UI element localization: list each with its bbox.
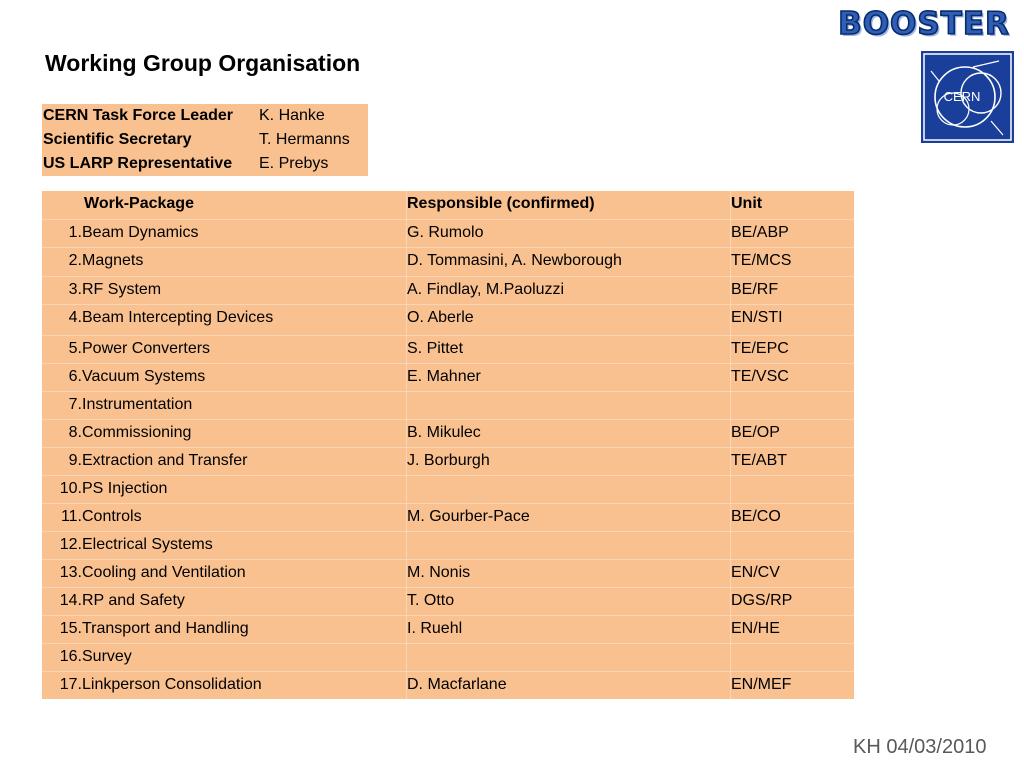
work-package-name: Beam Dynamics (82, 224, 199, 241)
responsible-cell: B. Mikulec (407, 424, 481, 441)
unit-cell: TE/MCS (731, 252, 792, 269)
work-package-name: Magnets (82, 252, 144, 269)
unit-cell: BE/RF (731, 281, 779, 298)
role-name: E. Prebys (259, 155, 329, 172)
work-package-name: Linkperson Consolidation (82, 676, 262, 693)
work-package-cell (42, 476, 406, 502)
work-package-number: 16. (59, 648, 82, 665)
responsible-cell: I. Ruehl (407, 620, 463, 637)
work-package-cell (42, 532, 406, 558)
work-package-name: Electrical Systems (82, 536, 213, 553)
unit-cell: BE/ABP (731, 224, 789, 241)
table-header-row (42, 191, 854, 218)
table-row (42, 615, 854, 642)
work-package-name: Controls (82, 508, 142, 525)
work-package-cell (42, 672, 406, 698)
work-package-cell (42, 248, 406, 274)
work-package-cell (42, 588, 406, 614)
work-package-number: 5. (68, 340, 82, 357)
unit-cell: BE/CO (731, 508, 781, 525)
responsible-cell: S. Pittet (407, 340, 464, 357)
unit-cell: TE/ABT (731, 452, 788, 469)
table-row (42, 391, 854, 418)
work-package-number: 14. (59, 592, 82, 609)
work-package-name: Instrumentation (82, 396, 193, 413)
table-row (42, 671, 854, 698)
role-label: Scientific Secretary (43, 131, 192, 148)
roles-table (42, 104, 368, 176)
work-package-cell (42, 364, 406, 390)
work-package-cell (42, 220, 406, 246)
unit-cell: EN/MEF (731, 676, 792, 693)
table-row (42, 219, 854, 246)
cern-logo (921, 51, 1014, 143)
booster-logo: BOOSTER (838, 6, 1010, 42)
table-row (42, 643, 854, 670)
work-package-cell (42, 560, 406, 586)
table-row (42, 276, 854, 303)
table-row (42, 587, 854, 614)
role-name: T. Hermanns (259, 131, 350, 148)
cern-logo-text: CERN (943, 89, 981, 104)
unit-cell: TE/EPC (731, 340, 789, 357)
work-package-name: Power Converters (82, 340, 211, 357)
responsible-cell: M. Gourber-Pace (407, 508, 530, 525)
work-package-name: Cooling and Ventilation (82, 564, 246, 581)
work-package-name: PS Injection (82, 480, 168, 497)
unit-cell: BE/OP (731, 424, 780, 441)
table-row (42, 447, 854, 474)
work-package-number: 4. (68, 309, 82, 326)
work-package-cell (42, 504, 406, 530)
unit-cell: TE/VSC (731, 368, 789, 385)
work-package-number: 17. (59, 676, 82, 693)
table-row (42, 335, 854, 362)
work-package-name: Extraction and Transfer (82, 452, 248, 469)
work-package-number: 13. (59, 564, 82, 581)
work-package-number: 10. (59, 480, 82, 497)
work-package-cell (42, 420, 406, 446)
work-package-cell (42, 392, 406, 418)
unit-cell: EN/CV (731, 564, 780, 581)
table-row (42, 531, 854, 558)
footer-date: KH 04/03/2010 (853, 736, 987, 758)
responsible-cell: D. Tommasini, A. Newborough (407, 252, 622, 269)
work-package-name: Commissioning (82, 424, 192, 441)
table-row (42, 475, 854, 502)
work-package-cell (42, 277, 406, 303)
table-row (42, 419, 854, 446)
header-work-package: Work-Package (84, 195, 194, 212)
work-package-name: Beam Intercepting Devices (82, 309, 274, 326)
work-package-cell (42, 305, 406, 331)
work-package-cell (42, 644, 406, 670)
unit-cell: DGS/RP (731, 592, 793, 609)
header-unit: Unit (731, 195, 763, 212)
role-label: US LARP Representative (43, 155, 233, 172)
unit-cell: EN/HE (731, 620, 780, 637)
work-package-number: 15. (59, 620, 82, 637)
work-package-number: 3. (68, 281, 82, 298)
responsible-cell: J. Borburgh (407, 452, 490, 469)
work-package-cell (42, 336, 406, 362)
table-row (42, 503, 854, 530)
work-package-name: Vacuum Systems (82, 368, 206, 385)
work-package-number: 8. (68, 424, 82, 441)
work-package-cell (42, 448, 406, 474)
responsible-cell: A. Findlay, M.Paoluzzi (407, 281, 565, 298)
unit-cell: EN/STI (731, 309, 783, 326)
work-package-number: 7. (68, 396, 82, 413)
table-row (42, 363, 854, 390)
header-responsible: Responsible (confirmed) (407, 195, 595, 212)
work-package-number: 12. (59, 536, 82, 553)
responsible-cell: O. Aberle (407, 309, 474, 326)
work-package-number: 9. (68, 452, 82, 469)
work-package-number: 11. (60, 508, 82, 525)
table-row (42, 559, 854, 586)
role-name: K. Hanke (259, 107, 325, 124)
work-package-name: RP and Safety (82, 592, 185, 609)
work-package-cell (42, 616, 406, 642)
work-package-name: Survey (82, 648, 132, 665)
responsible-cell: D. Macfarlane (407, 676, 507, 693)
work-package-number: 2. (68, 252, 82, 269)
responsible-cell: E. Mahner (407, 368, 481, 385)
responsible-cell: T. Otto (407, 592, 455, 609)
work-package-number: 1. (68, 224, 82, 241)
table-row (42, 247, 854, 274)
work-package-table (42, 191, 854, 699)
work-package-name: Transport and Handling (82, 620, 249, 637)
work-package-name: RF System (82, 281, 162, 298)
page-title: Working Group Organisation (45, 50, 361, 76)
role-label: CERN Task Force Leader (43, 107, 233, 124)
work-package-number: 6. (68, 368, 82, 385)
responsible-cell: M. Nonis (407, 564, 471, 581)
table-row (42, 304, 854, 331)
responsible-cell: G. Rumolo (407, 224, 484, 241)
